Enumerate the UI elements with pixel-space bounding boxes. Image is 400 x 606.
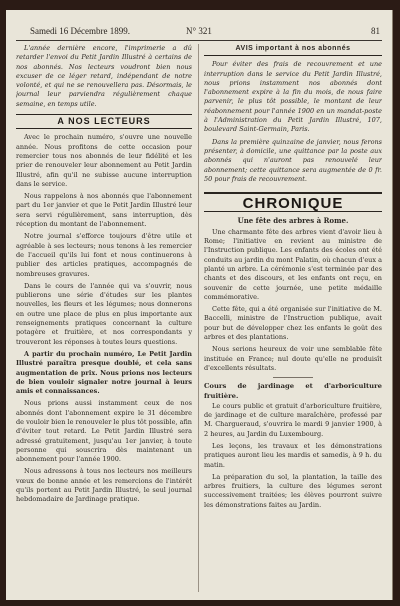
right-column (204, 44, 382, 592)
paragraph: Nous prions aussi instamment ceux de nos abonnés dont l'abonnement expire le 31 décembre de vouloir bien le renouveler le plus tôt possible, afin d'éviter tout retard. Le Petit Jardin Illustré sera adressé gratuitement, jusqu'au 1er janvier, à toute personne qui souscrira dès maintenant un abonnement pour l'année 1900. (16, 399, 192, 464)
paragraph: Le cours public et gratuit d'arboriculture fruitière, de jardinage et de culture maraîchère, professé par M. Chargueraud, s'ouvrira le mardi 9 janvier 1900, à 2 heures, au Jardin du Luxembourg. (204, 401, 382, 438)
closing-paragraph: Nous adressons à tous nos lecteurs nos meilleurs vœux de bonne année et les remercions de l'intérêt qu'ils portent au Petit Jardin Illustré, le seul journal hebdomadaire de Jardinage pratique. (16, 467, 192, 504)
article-subtitle: Cours de jardinage et d'arboriculture fruitière. (204, 382, 382, 400)
intro-notice: L'année dernière encore, l'imprimerie a dû retarder l'envoi du Petit Jardin Illustré à certains de nos abonnés. Nos lecteurs voudront bien nous excuser de ce léger retard, indépendant de notre volonté, et qui ne se renouvellera pas. Désormais, le journal leur parviendra régulièrement chaque semaine, en temps utile. (16, 44, 192, 108)
paragraph: Nous serions heureux de voir une semblable fête instituée en France; nul doute qu'elle ne produisît d'excellents résultats. (204, 345, 382, 372)
paragraph: Une charmante fête des arbres vient d'avoir lieu à Rome; l'initiative en revient au ministre de l'Instruction publique. Les enfants des écoles ont été conduits au jardin du mont Palatin, où chacun d'eux a planté un arbre. La cérémonie s'est terminée par des chants et des discours, et les enfants ont reçu, en souvenir de cette journée, une petite médaille commémorative. (204, 227, 382, 301)
paragraph: Nous rappelons à nos abonnés que l'abonnement part du 1er janvier et que le Petit Jardin Illustré leur sera servi régulièrement, sans interruption, dès réception du montant de l'abonnement. (16, 192, 192, 229)
page-number: 81 (371, 26, 380, 36)
chronique-heading: CHRONIQUE (204, 192, 382, 212)
newspaper-page (6, 10, 392, 600)
section-title-lecteurs: A NOS LECTEURS (16, 114, 192, 129)
paragraph: Les leçons, les travaux et les démonstrations pratiques auront lieu les mardis et samedis, à 9 h. du matin. (204, 441, 382, 469)
article-subtitle: Une fête des arbres à Rome. (237, 216, 349, 226)
issue-number: N° 321 (186, 26, 212, 36)
paragraph-highlight: A partir du prochain numéro, Le Petit Jardin Illustré paraîtra presque doublé, et cela sans augmentation de prix. Nous prions nos lecteurs de bien vouloir signaler notre journal à leurs amis et connaissances. (16, 349, 192, 396)
paragraph: Notre journal s'efforce toujours d'être utile et agréable à ses lecteurs; nous tenons à les remercier de l'accueil qu'ils lui font et nous continuerons à publier des articles pratiques, accompagnés de nombreuses gravures. (16, 232, 192, 278)
issue-date: Samedi 16 Décembre 1899. (30, 26, 130, 36)
paragraph: La préparation du sol, la plantation, la taille des arbres fruitiers, la culture des légumes seront successivement traitées; les élèves pourront suivre les démonstrations faites au Jardin. (204, 472, 382, 509)
notice-text-2: Dans la première quinzaine de janvier, nous ferons présenter, à domicile, une quittance par la poste aux abonnés qui n'auront pas renouvelé leur abonnement; cette quittance sera augmentée de 0 fr. 50 pour frais de recouvrement. (204, 137, 382, 183)
notice-text: Pour éviter des frais de recouvrement et une interruption dans le service du Petit Jardin Illustré, nous prions instamment nos abonnés dont l'abonnement expire à la fin du mois, de nous faire parvenir, le plus tôt possible, le montant de leur réabonnement pour l'année 1900 en un mandat-poste à l'Administration du Petit Jardin Illustré, 107, boulevard Saint-Germain, Paris. (204, 60, 382, 134)
left-column (16, 44, 192, 592)
page-header (16, 18, 382, 41)
paragraph: Dans le cours de l'année qui va s'ouvrir, nous publierons une série d'études sur les plantes nouvelles, les fleurs et les légumes; nous donnerons en outre une place de plus en plus importante aux renseignements pratiques concernant la culture potagère et fruitière, et nos correspondants y trouveront les réponses à toutes leurs questions. (16, 281, 192, 346)
paragraph: Cette fête, qui a été organisée sur l'initiative de M. Baccelli, ministre de l'Instruction publique, avait pour but de développer chez les enfants le goût des arbres et des plantations. (204, 305, 382, 342)
notice-title: AVIS important à nos abonnés (204, 44, 382, 56)
separator (273, 377, 313, 378)
paragraph: Avec le prochain numéro, s'ouvre une nouvelle année. Nous profitons de cette occasion pour remercier tous nos abonnés de leur fidélité et les prier de renouveler leur abonnement au Petit Jardin Illustré, afin qu'il ne subisse aucune interruption dans le service. (16, 133, 192, 188)
column-divider (198, 44, 199, 592)
